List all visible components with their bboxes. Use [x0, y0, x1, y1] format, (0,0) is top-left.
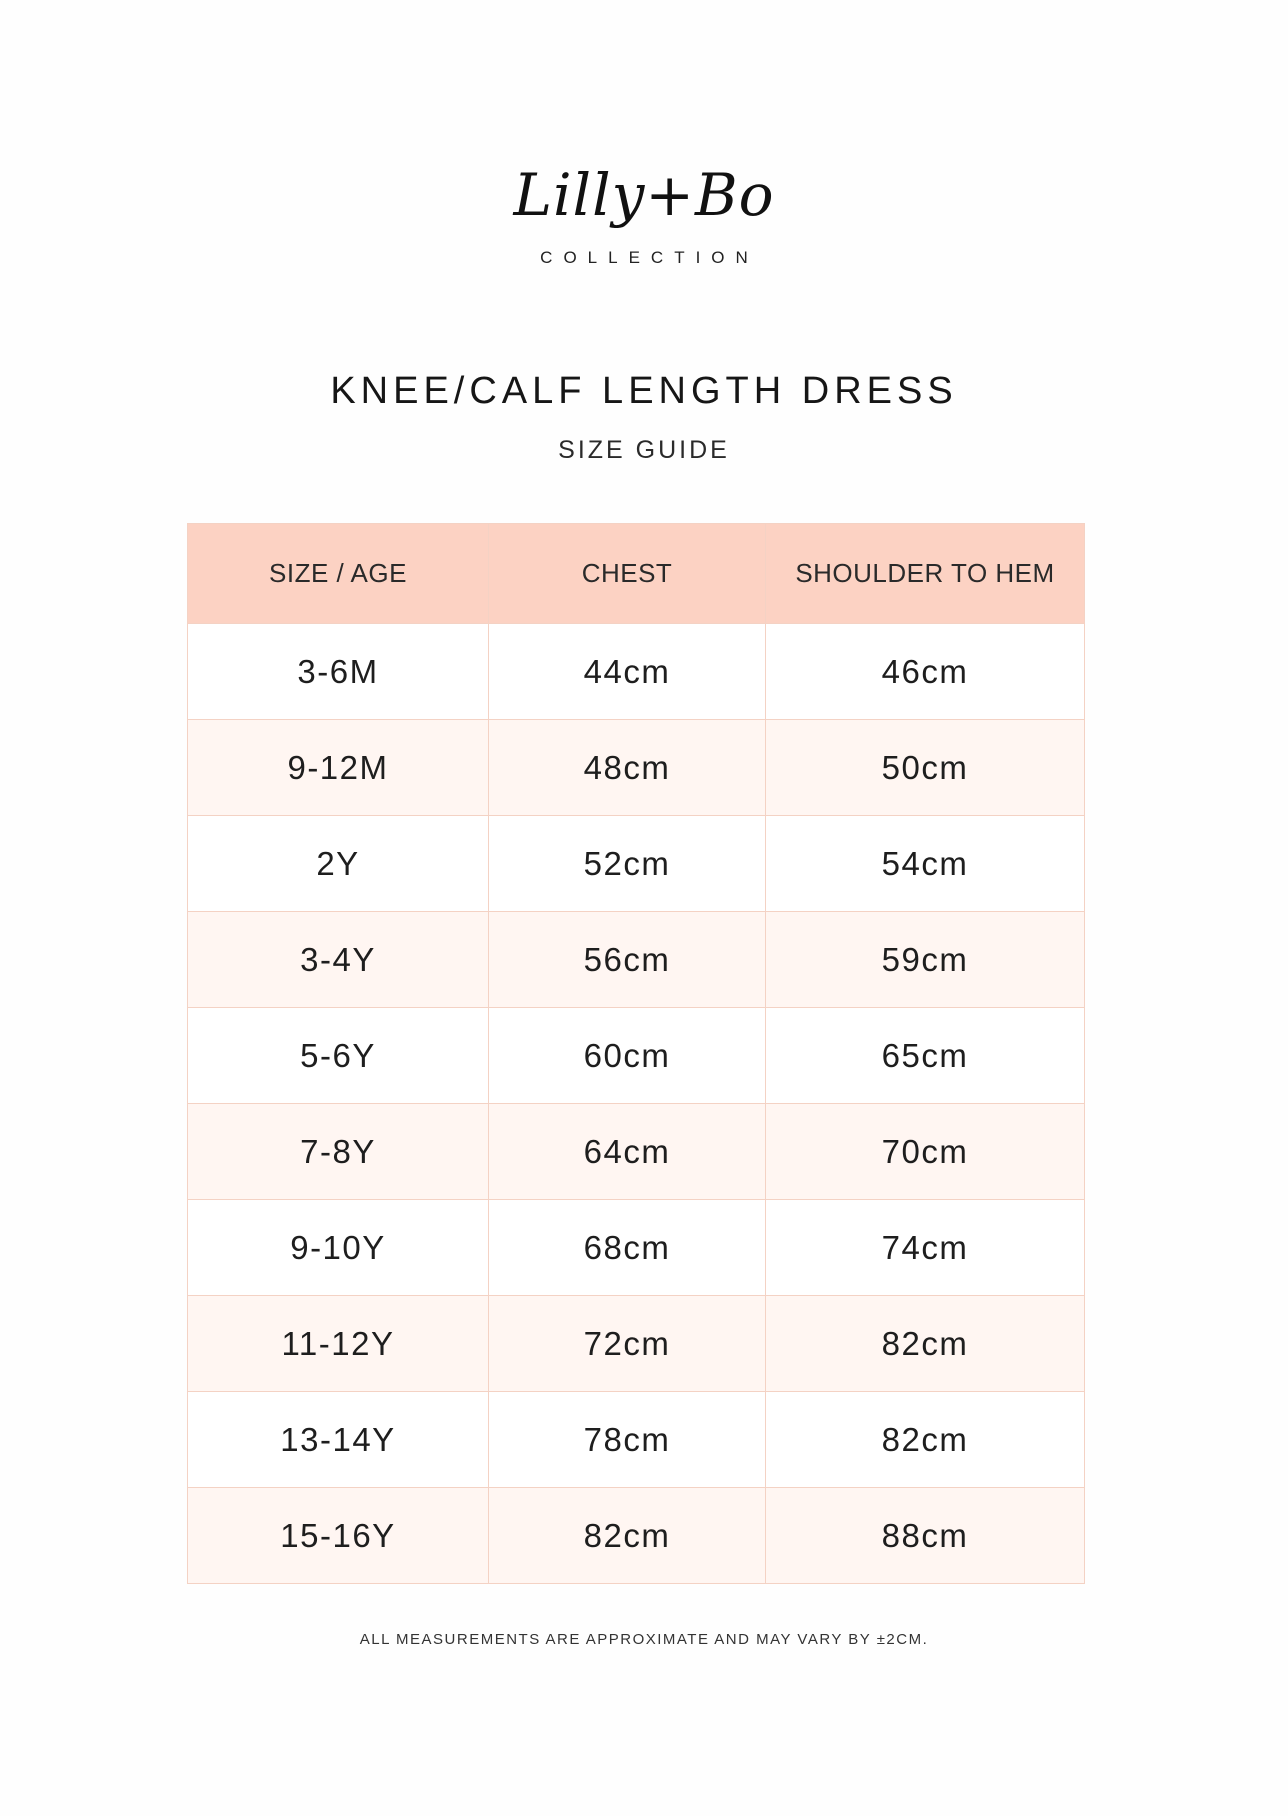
cell-chest: 78cm — [489, 1392, 766, 1488]
cell-shoulder-to-hem: 82cm — [766, 1296, 1085, 1392]
cell-size: 3-4Y — [188, 912, 489, 1008]
table-row — [188, 816, 1085, 912]
logo-collection-label: COLLECTION — [540, 248, 759, 267]
header-shoulder-to-hem: SHOULDER TO HEM — [766, 524, 1085, 624]
cell-chest: 68cm — [489, 1200, 766, 1296]
cell-shoulder-to-hem: 59cm — [766, 912, 1085, 1008]
cell-size: 5-6Y — [188, 1008, 489, 1104]
cell-shoulder-to-hem: 46cm — [766, 624, 1085, 720]
cell-size: 7-8Y — [188, 1104, 489, 1200]
size-guide-table — [187, 523, 1085, 1584]
cell-chest: 52cm — [489, 816, 766, 912]
cell-shoulder-to-hem: 65cm — [766, 1008, 1085, 1104]
cell-size: 15-16Y — [188, 1488, 489, 1584]
logo-wordmark: Lilly+Bo — [513, 161, 775, 229]
cell-size: 11-12Y — [188, 1296, 489, 1392]
cell-chest: 60cm — [489, 1008, 766, 1104]
cell-shoulder-to-hem: 82cm — [766, 1392, 1085, 1488]
cell-chest: 48cm — [489, 720, 766, 816]
table-row — [188, 1296, 1085, 1392]
table-row — [188, 912, 1085, 1008]
table-row — [188, 720, 1085, 816]
cell-shoulder-to-hem: 70cm — [766, 1104, 1085, 1200]
cell-shoulder-to-hem: 88cm — [766, 1488, 1085, 1584]
cell-size: 9-10Y — [188, 1200, 489, 1296]
cell-size: 2Y — [188, 816, 489, 912]
table-row — [188, 1008, 1085, 1104]
brand-logo — [0, 160, 1288, 268]
cell-size: 3-6M — [188, 624, 489, 720]
measurement-disclaimer: ALL MEASUREMENTS ARE APPROXIMATE AND MAY VARY BY ±2CM. — [359, 1631, 929, 1648]
table-header-row — [188, 524, 1085, 624]
table-row — [188, 1104, 1085, 1200]
cell-chest: 44cm — [489, 624, 766, 720]
cell-chest: 64cm — [489, 1104, 766, 1200]
cell-shoulder-to-hem: 74cm — [766, 1200, 1085, 1296]
table-row — [188, 1200, 1085, 1296]
cell-chest: 72cm — [489, 1296, 766, 1392]
table-row — [188, 1392, 1085, 1488]
page-subtitle: SIZE GUIDE — [558, 436, 730, 464]
page-title: KNEE/CALF LENGTH DRESS — [330, 370, 958, 412]
cell-shoulder-to-hem: 54cm — [766, 816, 1085, 912]
cell-size: 13-14Y — [188, 1392, 489, 1488]
header-chest: CHEST — [489, 524, 766, 624]
table-row — [188, 1488, 1085, 1584]
cell-size: 9-12M — [188, 720, 489, 816]
cell-chest: 82cm — [489, 1488, 766, 1584]
header-size-age: SIZE / AGE — [188, 524, 489, 624]
cell-shoulder-to-hem: 50cm — [766, 720, 1085, 816]
table-row — [188, 624, 1085, 720]
cell-chest: 56cm — [489, 912, 766, 1008]
